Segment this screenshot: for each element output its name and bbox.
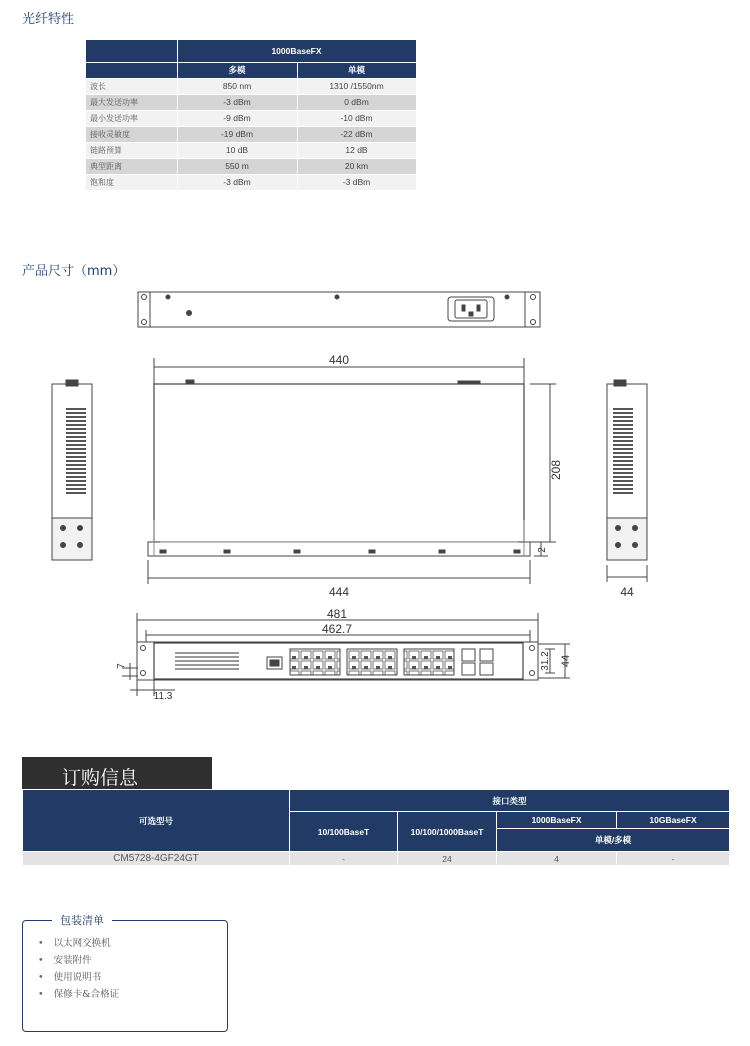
dim-width-top: 440: [328, 353, 350, 367]
table-row: 典型距离 550 m 20 km: [86, 158, 416, 174]
fiber-section-title: 光纤特性: [22, 12, 75, 27]
right-side-view: [607, 380, 647, 582]
order-col-fe: 10/100BaseT: [290, 812, 398, 852]
table-row: 最小发送功率 -9 dBm -10 dBm: [86, 110, 416, 126]
fiber-col-multimode: 多模: [177, 62, 297, 78]
order-col-ge: 10/100/1000BaseT: [398, 812, 497, 852]
table-row: 最大发送功率 -3 dBm 0 dBm: [86, 94, 416, 110]
table-row: 波长 850 nm 1310 /1550nm: [86, 78, 416, 94]
order-col-1000fx: 1000BaseFX: [497, 812, 617, 829]
order-section-title: 订购信息: [62, 767, 139, 789]
order-col-mode: 单模/多模: [497, 829, 730, 852]
order-info-table: [22, 789, 730, 866]
fiber-table-header: 1000BaseFX: [177, 40, 416, 62]
order-model-value: CM5728-4GF24GT: [23, 852, 290, 866]
order-col-model: 可选型号: [23, 790, 290, 852]
list-item: • 使用说明书: [38, 969, 119, 986]
dim-flange: 2: [537, 547, 548, 553]
top-view-drawing: [148, 358, 556, 584]
dim-side-height: 44: [620, 585, 634, 599]
dim-port-height: 31.2: [540, 651, 551, 671]
dim-width-bottom: 444: [328, 585, 350, 599]
dim-overall-width: 481: [326, 607, 348, 621]
dim-depth: 208: [549, 459, 563, 481]
fiber-spec-table: [86, 40, 417, 191]
order-col-interface: 接口类型: [290, 790, 730, 812]
list-item: • 安装附件: [38, 952, 119, 969]
dim-offset-h: 11.3: [153, 691, 173, 700]
package-list: [38, 935, 119, 1003]
list-item: • 以太网交换机: [38, 935, 119, 952]
order-col-10gfx: 10GBaseFX: [617, 812, 730, 829]
left-side-view: [52, 380, 92, 560]
fiber-table-corner: [86, 40, 177, 62]
dimension-drawings: [0, 280, 750, 700]
dim-offset-v: 7: [116, 663, 127, 669]
table-row: 链路预算 10 dB 12 dB: [86, 142, 416, 158]
table-row: 接收灵敏度 -19 dBm -22 dBm: [86, 126, 416, 142]
table-row: CM5728-4GF24GT - 24 4 -: [23, 852, 730, 866]
table-row: 饱和度 -3 dBm -3 dBm: [86, 174, 416, 190]
fiber-col-singlemode: 单模: [297, 62, 416, 78]
dimensions-section-title: 产品尺寸（mm）: [22, 264, 126, 279]
list-item: • 保修卡&合格证: [38, 986, 119, 1003]
dim-height-front: 44: [560, 654, 572, 668]
dim-front-width: 462.7: [321, 622, 353, 636]
rear-view-drawing: [138, 292, 540, 327]
package-title: 包装清单: [52, 912, 112, 928]
